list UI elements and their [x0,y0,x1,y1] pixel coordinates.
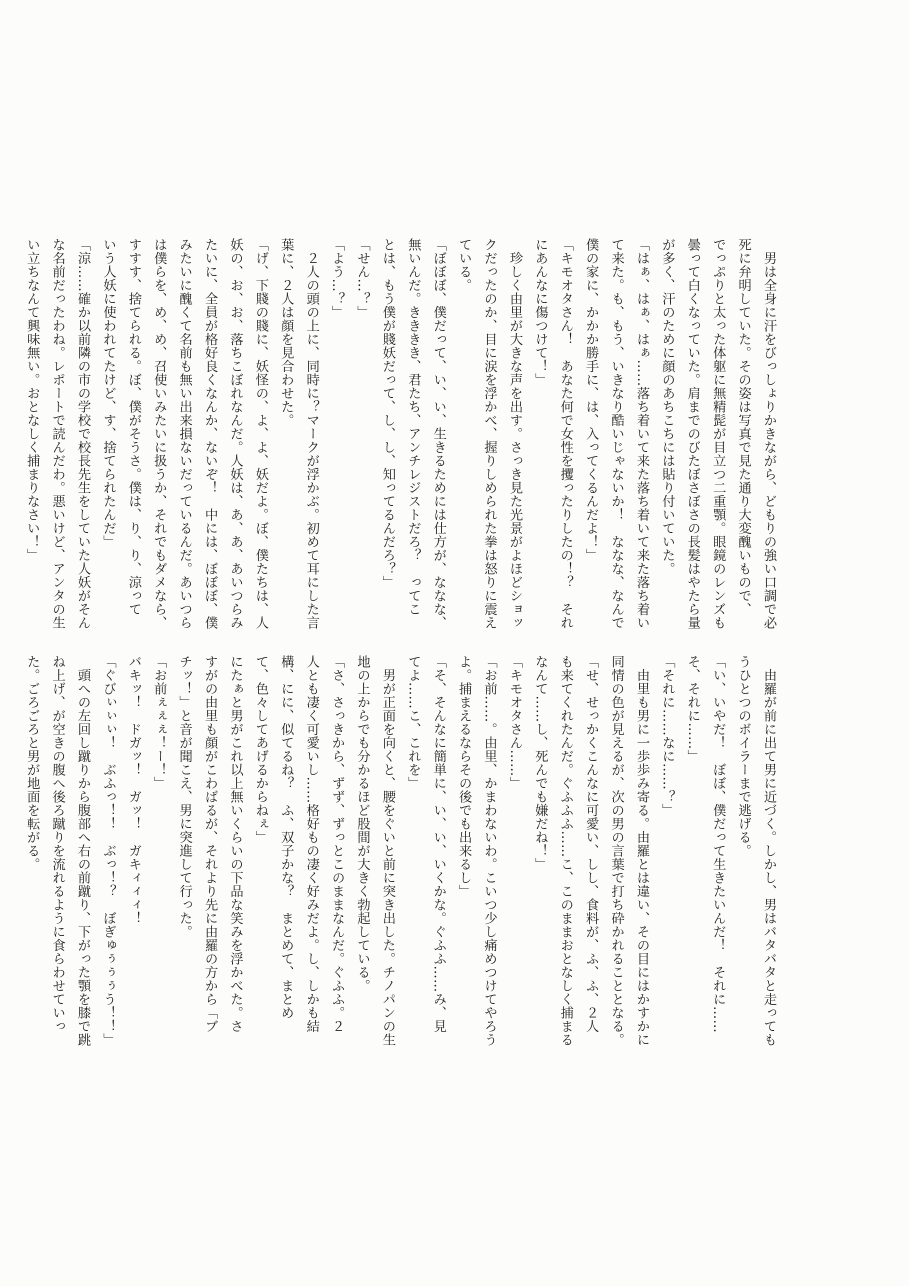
text-line: ている。 [456,238,472,292]
text-line: 人とも凄く可愛いし……格好もの凄く好みだよ。し、しかも結 [303,655,319,1033]
text-line: いう人妖に使われてたけど、す、捨てられたんだ」 [100,238,116,549]
text-line: 同情の色が見えるが、次の男の言葉で打ち砕かれることとなる。 [608,655,624,1047]
text-line: 「さ、さっきから、ずず、ずっとこのままなんだ。ぐふふ。２ [329,655,345,1033]
text-line: にあんなに傷つけて！」 [532,238,548,387]
text-line: 由里も男に一歩歩み寄る。由羅とは違い、その目にはかすかに [633,655,649,1047]
text-line: うひとつのボイラーまで逃げる。 [735,655,751,858]
text-line: 頭への左回し蹴りから腹部へ右の前蹴り、下がった顎を膝で跳 [75,655,91,1047]
text-line: そ、それに……」 [684,655,700,763]
text-line: 「い、いやだ！ ぼぼ、僕だって生きたいんだ！ それに…… [710,655,726,1033]
text-line: 男が正面を向くと、腰をぐいと前に突き出した。チノパンの生 [379,655,395,1047]
text-line: 珍しく由里が大きな声を出す。さっき見た光景がよほどショッ [506,238,522,630]
text-line: 地の上からでも分かるほど股間が大きく勃起している。 [354,655,370,993]
text-line: すすす、捨てられる。ぼ、僕がそうさ。僕は、り、り、涼って [125,238,141,616]
text-line: 死に弁明していた。その姿は写真で見た通り大変醜いもので、 [735,238,751,616]
text-line: でっぷりと太った体躯に無精髭が目立つ二重顎。眼鏡のレンズも [710,238,726,630]
text-line: みたいに醜くて名前も無い出来損ないだっているんだ。あいつら [176,238,192,630]
text-line: 由羅が前に出て男に近づく。しかし、男はバタバタと走っても [761,655,776,1047]
text-line: 「涼……確か以前隣の市の学校で校長先生をしていた人妖がそん [75,238,91,630]
text-line: は僕らを、め、め、召使いみたいに扱うか、それでもダメなら、 [151,238,167,630]
text-line: クだったのか、目に涙を浮かべ、握りしめられた拳は怒りに震え [481,238,497,630]
text-line: 「キモオタさん……」 [506,655,522,790]
text-line: た。ごろごろと男が地面を転がる。 [24,655,40,871]
text-line: チッ！」と音が聞こえ、男に突進して行った。 [176,655,192,939]
text-line: とは、もう僕が賤妖だって、し、し、知ってるんだろ？」 [379,238,395,589]
text-line: 「キモオタさん！ あなた何で女性を攫ったりしたの！？ それ [557,238,573,630]
text-line: 「ぼぼぼ、僕だって、い、い、生きるためには仕方が、ななな、 [430,238,446,630]
text-line: 妖の、お、お、落ちこぼれなんだ。人妖は、あ、あ、あいつらみ [227,238,243,630]
text-line: なんて……し、死んでも嫌だね！」 [532,655,548,871]
text-line: 「せん…？」 [354,238,370,319]
text-line: よ。捕まえるならその後でも出来るし」 [456,655,472,898]
upper-text-block [24,238,781,648]
text-line: 曇って白くなっていた。肩までのびたぼさぼさの長髪はやたら量 [684,238,700,630]
text-line: 「せ、せっかくこんなに可愛い、しし、食料が、ふ、ふ、２人 [583,655,599,1033]
text-line: バキッ！ ドガッ！ ガッ！ ガキィィィ！ [125,655,141,925]
lower-text-block [24,655,781,1047]
text-line: たいに、全員が格好良くなんか、ないぞ！ 中には、ぼぼぼ、僕 [202,238,218,630]
text-line: が多く、汗のために顔のあちこちには貼り付いていた。 [659,238,675,576]
text-line: にたぁと男がこれ以上無いくらいの下品な笑みを浮かべた。さ [227,655,243,1033]
text-line: てよ……こ、これを」 [405,655,421,790]
text-line: 「ぐびぃぃぃ！ ぶふっ！！ ぶっ！？ ぼぎゅぅぅぅう！！」 [100,655,116,1047]
text-line: 「よう…？」 [329,238,345,319]
text-line: て、色々してあげるからねぇ」 [252,655,268,844]
text-line: ２人の頭の上に、同時に？マークが浮かぶ。初めて耳にした言 [303,238,319,630]
text-line: ね上げ、が空きの腹へ後ろ蹴りを流れるように食らわせていっ [49,655,65,1033]
text-line: 「お前ぇぇぇ！ー！」 [151,655,167,790]
text-line: 男は全身に汗をびっしょりかきながら、どもりの強い口調で必 [761,238,776,630]
text-line: 「げ、下賤の賤に、妖怪の、よ、よ、妖だよ。ぼ、僕たちは、人 [252,238,268,630]
text-line: 「お前……。由里、かまわないわ。こいつ少し痛めつけてやろう [481,655,497,1047]
text-line: も来てくれたんだ。ぐふふふ……こ、このままおとなしく捕まる [557,655,573,1047]
text-line: て来た。も、もう、いきなり酷いじゃないか！ ななな、なんで [608,238,624,630]
text-line: すがの由里も顔がこわばるが、それより先に由羅の方から「ブ [202,655,218,1033]
text-line: 「それに……なに……？」 [659,655,675,817]
text-line: 構、にに、似てるね？ ふ、双子かな？ まとめて、まとめ [278,655,294,1020]
text-line: 葉に、２人は顔を見合わせた。 [278,238,294,427]
text-line: 無いんだ。きききき、君たち、アンチレジストだろ？ ってこ [405,238,421,616]
text-line: い立ちなんて興味無い。おとなしく捕まりなさい！」 [24,238,40,562]
text-line: 僕の家に、かかか勝手に、は、入ってくるんだよ！」 [583,238,599,562]
text-line: 「そ、そんなに簡単に、い、い、いくかな。ぐふふ……み、見 [430,655,446,1033]
text-line: な名前だったわね。レポートで読んだわ。悪いけど、アンタの生 [49,238,65,630]
text-line: 「はぁ、はぁ、はぁ……落ち着いて来た落ち着いて来た落ち着い [633,238,649,630]
